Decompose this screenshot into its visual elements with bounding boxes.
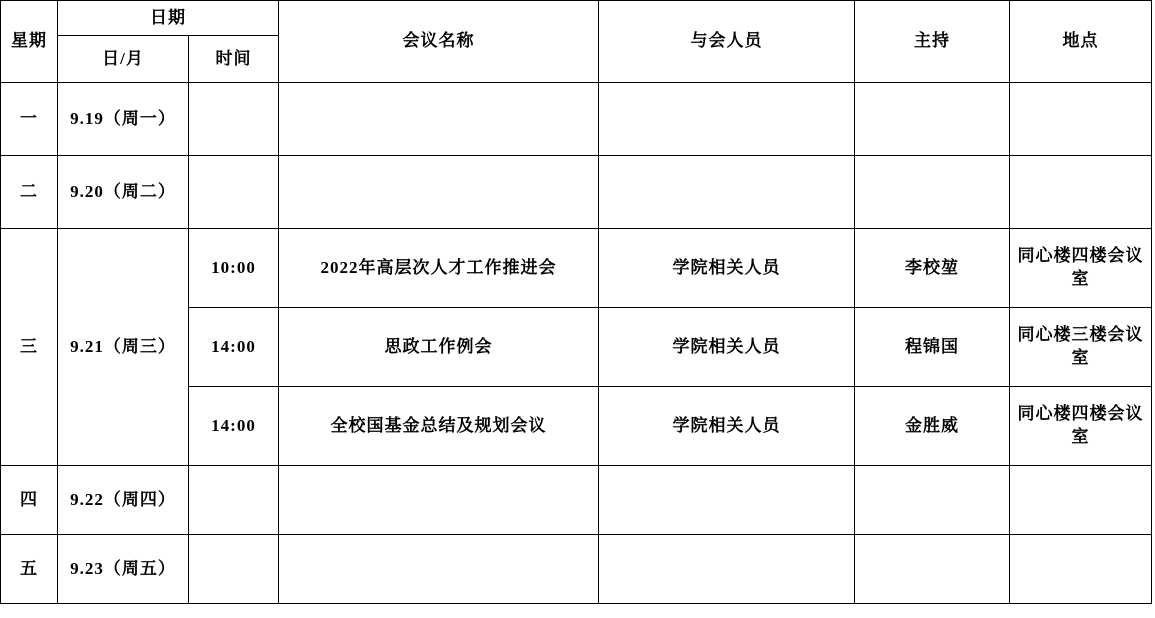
table-body [1, 83, 1152, 604]
cell-date: 9.21（周三） [58, 229, 189, 466]
table-row [1, 466, 1152, 535]
cell-week: 三 [1, 229, 58, 466]
cell-date: 9.19（周一） [58, 83, 189, 156]
table-header [1, 1, 1152, 83]
cell-attendees [599, 83, 855, 156]
cell-attendees [599, 535, 855, 604]
cell-host [855, 156, 1010, 229]
cell-week: 四 [1, 466, 58, 535]
cell-location [1010, 156, 1152, 229]
cell-location [1010, 535, 1152, 604]
cell-week: 一 [1, 83, 58, 156]
cell-attendees [599, 156, 855, 229]
cell-meeting-name [279, 156, 599, 229]
cell-host [855, 466, 1010, 535]
cell-meeting-name: 2022年高层次人才工作推进会 [279, 229, 599, 308]
cell-meeting-name: 思政工作例会 [279, 308, 599, 387]
table-row [1, 229, 1152, 308]
cell-date: 9.23（周五） [58, 535, 189, 604]
cell-host [855, 535, 1010, 604]
cell-date: 9.20（周二） [58, 156, 189, 229]
cell-week: 二 [1, 156, 58, 229]
cell-attendees: 学院相关人员 [599, 387, 855, 466]
cell-location: 同心楼四楼会议室 [1010, 387, 1152, 466]
cell-location: 同心楼三楼会议室 [1010, 308, 1152, 387]
header-week: 星期 [1, 1, 58, 83]
table-row [1, 535, 1152, 604]
cell-meeting-name [279, 535, 599, 604]
cell-date: 9.22（周四） [58, 466, 189, 535]
cell-attendees: 学院相关人员 [599, 229, 855, 308]
header-time: 时间 [189, 36, 279, 83]
cell-meeting-name: 全校国基金总结及规划会议 [279, 387, 599, 466]
table-row [1, 156, 1152, 229]
cell-time: 14:00 [189, 308, 279, 387]
header-attendees: 与会人员 [599, 1, 855, 83]
cell-time [189, 466, 279, 535]
header-host: 主持 [855, 1, 1010, 83]
cell-host: 李校堃 [855, 229, 1010, 308]
cell-location: 同心楼四楼会议室 [1010, 229, 1152, 308]
header-meeting-name: 会议名称 [279, 1, 599, 83]
cell-time: 10:00 [189, 229, 279, 308]
cell-host [855, 83, 1010, 156]
cell-meeting-name [279, 83, 599, 156]
cell-host: 程锦国 [855, 308, 1010, 387]
cell-location [1010, 466, 1152, 535]
cell-attendees [599, 466, 855, 535]
cell-time [189, 156, 279, 229]
cell-time [189, 535, 279, 604]
cell-meeting-name [279, 466, 599, 535]
header-date: 日/月 [58, 36, 189, 83]
cell-host: 金胜威 [855, 387, 1010, 466]
header-row-top [1, 1, 1152, 36]
cell-location [1010, 83, 1152, 156]
table-row [1, 83, 1152, 156]
cell-time: 14:00 [189, 387, 279, 466]
cell-week: 五 [1, 535, 58, 604]
header-date-group: 日期 [58, 1, 279, 36]
header-location: 地点 [1010, 1, 1152, 83]
cell-time [189, 83, 279, 156]
cell-attendees: 学院相关人员 [599, 308, 855, 387]
